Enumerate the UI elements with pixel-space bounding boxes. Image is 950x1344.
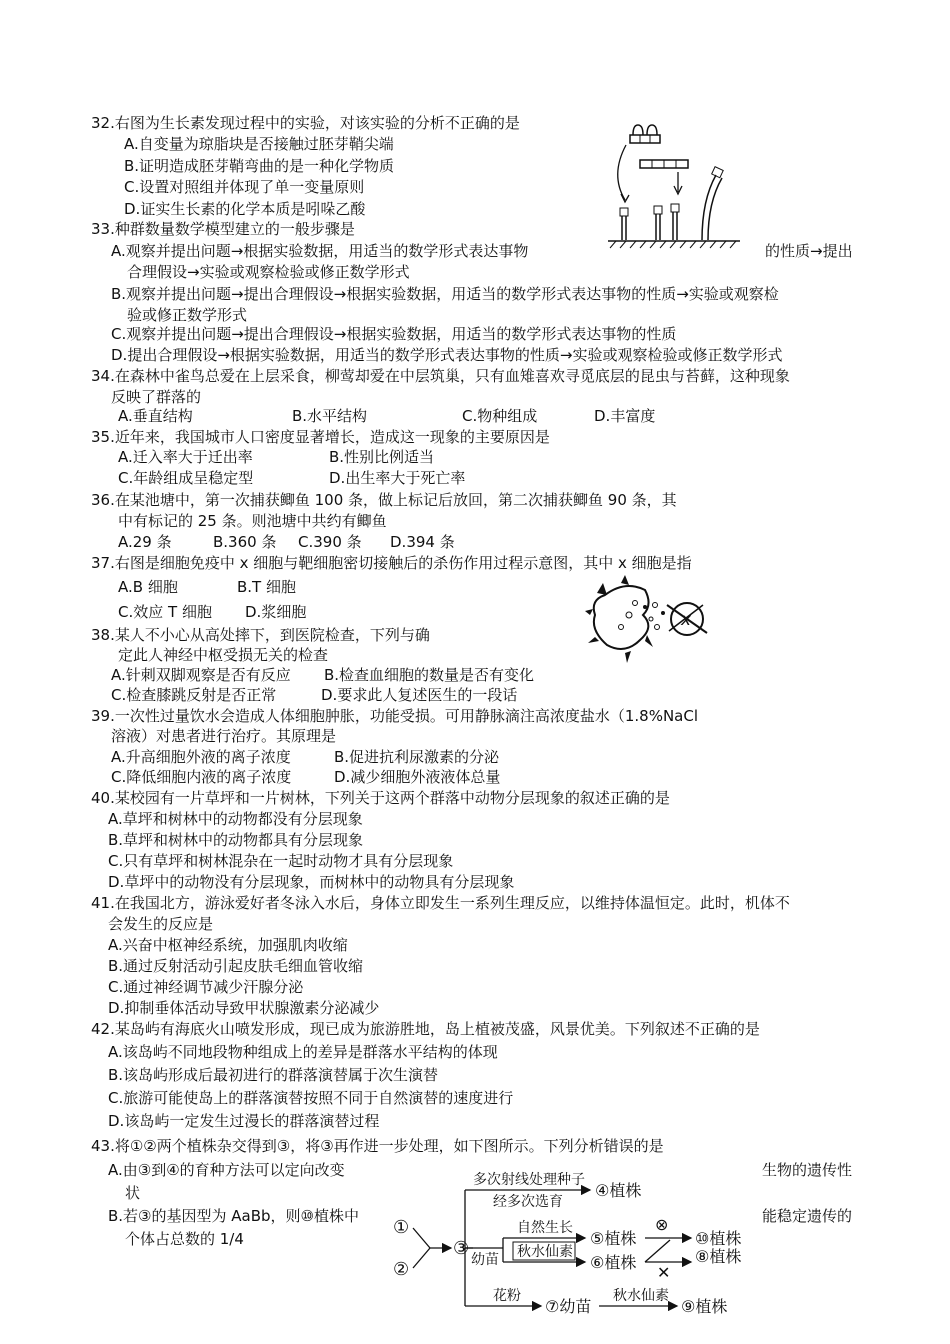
q40-option-c: C.只有草坪和树林混杂在一起时动物才具有分层现象 — [108, 852, 454, 870]
q43-option-a: A.由③到④的育种方法可以定向改变 — [108, 1161, 345, 1179]
q37-option-c: C.效应 T 细胞 — [118, 603, 212, 621]
node-8: ⑧植株 — [695, 1247, 742, 1266]
q39-stem-wrap: 溶液）对患者进行治疗。其原理是 — [111, 727, 337, 745]
q35-stem: 35.近年来，我国城市人口密度显著增长，造成这一现象的主要原因是 — [91, 428, 550, 446]
node-6: ⑥植株 — [590, 1253, 637, 1272]
q32-option-d: D.证实生长素的化学本质是吲哚乙酸 — [124, 200, 366, 218]
q33-option-d: D.提出合理假设→根据实验数据，用适当的数学形式表达事物的性质→实验或观察检验或修正数学形式 — [111, 346, 783, 364]
self-cross-symbol: ⊗ — [655, 1215, 669, 1234]
q35-option-a: A.迁入率大于迁出率 — [118, 448, 253, 466]
q40-option-b: B.草坪和树林中的动物都具有分层现象 — [108, 831, 364, 849]
q32-option-c: C.设置对照组并体现了单一变量原则 — [124, 178, 365, 196]
q33-stem: 33.种群数量数学模型建立的一般步骤是 — [91, 220, 355, 238]
q40-option-a: A.草坪和树林中的动物都没有分层现象 — [108, 810, 363, 828]
q37-stem: 37.右图是细胞免疫中 x 细胞与靶细胞密切接触后的杀伤作用过程示意图，其中 x 细胞是指 — [91, 554, 692, 572]
node-9: ⑨植株 — [681, 1297, 728, 1316]
q32-stem: 32.右图为生长素发现过程中的实验，对该实验的分析不正确的是 — [91, 114, 520, 132]
q36-stem: 36.在某池塘中，第一次捕获鲫鱼 100 条，做上标记后放回，第二次捕获鲫鱼 90 条，其 — [91, 491, 677, 509]
q43-option-b-cont: 能稳定遗传的 — [762, 1207, 853, 1225]
q35-option-d: D.出生率大于死亡率 — [329, 469, 466, 487]
q39-option-b: B.促进抗利尿激素的分泌 — [334, 748, 500, 766]
q38-option-c: C.检查膝跳反射是否正常 — [111, 686, 277, 704]
q34-option-d: D.丰富度 — [594, 407, 656, 425]
node-2: ② — [393, 1259, 410, 1280]
q34-option-c: C.物种组成 — [462, 407, 538, 425]
label-radiation: 多次射线处理种子 — [473, 1172, 585, 1188]
q36-option-d: D.394 条 — [390, 533, 455, 551]
q38-option-d: D.要求此人复述医生的一段话 — [321, 686, 518, 704]
q40-stem: 40.某校园有一片草坪和一片树林，下列关于这两个群落中动物分层现象的叙述正确的是 — [91, 789, 670, 807]
q43-option-b: B.若③的基因型为 AaBb，则⑩植株中 — [108, 1207, 359, 1225]
q33-option-a-wrap: 合理假设→实验或观察检验或修正数学形式 — [127, 263, 410, 281]
label-colchicine-1: 秋水仙素 — [517, 1244, 573, 1260]
breeding-flowchart — [385, 1150, 755, 1322]
q43-option-b-wrap: 个体占总数的 1/4 — [125, 1230, 244, 1248]
node-3: ③ — [453, 1238, 470, 1259]
coleoptile-figure — [600, 120, 750, 260]
q35-option-b: B.性别比例适当 — [329, 448, 435, 466]
q34-option-b: B.水平结构 — [292, 407, 368, 425]
node-5: ⑤植株 — [590, 1229, 637, 1248]
q38-stem-wrap: 定此人神经中枢受损无关的检查 — [118, 646, 329, 664]
q33-option-c: C.观察并提出问题→提出合理假设→根据实验数据，用适当的数学形式表达事物的性质 — [111, 325, 677, 343]
q36-stem-wrap: 中有标记的 25 条。则池塘中共约有鲫鱼 — [118, 512, 387, 530]
q38-stem: 38.某人不小心从高处摔下，到医院检查，下列与确 — [91, 626, 430, 644]
label-selection: 经多次选育 — [493, 1194, 563, 1210]
q39-option-d: D.减少细胞外液液体总量 — [334, 768, 501, 786]
q38-option-a: A.针刺双脚观察是否有反应 — [111, 666, 291, 684]
q34-stem-wrap: 反映了群落的 — [111, 388, 202, 406]
svg-text:x: x — [681, 610, 692, 630]
q41-stem: 41.在我国北方，游泳爱好者冬泳入水后，身体立即发生一系列生理反应，以维持体温恒定。此时，机体不 — [91, 894, 790, 912]
label-colchicine-2: 秋水仙素 — [613, 1288, 669, 1304]
node-4: ④植株 — [595, 1181, 642, 1200]
q34-option-a: A.垂直结构 — [118, 407, 193, 425]
q34-stem: 34.在森林中雀鸟总爱在上层采食，柳莺却爱在中层筑巢，只有血雉喜欢寻觅底层的昆虫与苔藓，这种现象 — [91, 367, 790, 385]
cell-lysis-figure — [585, 575, 735, 665]
node-7: ⑦幼苗 — [545, 1297, 592, 1316]
q33-option-a: A.观察并提出问题→根据实验数据，用适当的数学形式表达事物 — [111, 242, 529, 260]
q37-option-d: D.浆细胞 — [245, 603, 307, 621]
q39-option-c: C.降低细胞内液的离子浓度 — [111, 768, 292, 786]
q42-option-a: A.该岛屿不同地段物种组成上的差异是群落水平结构的体现 — [108, 1043, 498, 1061]
q35-option-c: C.年龄组成呈稳定型 — [118, 469, 254, 487]
q41-option-c: C.通过神经调节减少汗腺分泌 — [108, 978, 304, 996]
q32-option-a: A.自变量为琼脂块是否接触过胚芽鞘尖端 — [124, 135, 394, 153]
q36-option-b: B.360 条 — [213, 533, 277, 551]
q42-stem: 42.某岛屿有海底火山喷发形成，现已成为旅游胜地，岛上植被茂盛，风景优美。下列叙述不正确的是 — [91, 1020, 760, 1038]
q40-option-d: D.草坪中的动物没有分层现象，而树林中的动物具有分层现象 — [108, 873, 515, 891]
q43-option-a-cont: 生物的遗传性 — [762, 1161, 853, 1179]
label-seedling: 幼苗 — [471, 1252, 499, 1268]
q42-option-b: B.该岛屿形成后最初进行的群落演替属于次生演替 — [108, 1066, 439, 1084]
q33-option-b: B.观察并提出问题→提出合理假设→根据实验数据，用适当的数学形式表达事物的性质→实验或观察检 — [111, 285, 779, 303]
label-pollen: 花粉 — [493, 1288, 521, 1304]
q36-option-a: A.29 条 — [118, 533, 172, 551]
q36-option-c: C.390 条 — [298, 533, 362, 551]
q41-option-a: A.兴奋中枢神经系统，加强肌肉收缩 — [108, 936, 348, 954]
q43-stem: 43.将①②两个植株杂交得到③，将③再作进一步处理，如下图所示。下列分析错误的是 — [91, 1137, 664, 1155]
q37-option-b: B.T 细胞 — [237, 578, 296, 596]
q42-option-c: C.旅游可能使岛上的群落演替按照不同于自然演替的速度进行 — [108, 1089, 514, 1107]
q32-option-b: B.证明造成胚芽鞘弯曲的是一种化学物质 — [124, 157, 395, 175]
q37-option-a: A.B 细胞 — [118, 578, 178, 596]
label-natural-growth: 自然生长 — [517, 1220, 573, 1236]
q33-option-b-wrap: 验或修正数学形式 — [127, 306, 248, 324]
q38-option-b: B.检查血细胞的数量是否有变化 — [324, 666, 535, 684]
q41-option-d: D.抑制垂体活动导致甲状腺激素分泌减少 — [108, 999, 380, 1017]
cross-symbol: ✕ — [657, 1263, 671, 1282]
q33-option-a-cont: 的性质→提出 — [765, 242, 853, 260]
q41-option-b: B.通过反射活动引起皮肤毛细血管收缩 — [108, 957, 364, 975]
q43-option-a-wrap: 状 — [125, 1184, 141, 1202]
node-10: ⑩植株 — [695, 1229, 742, 1248]
q39-stem: 39.一次性过量饮水会造成人体细胞肿胀，功能受损。可用静脉滴注高浓度盐水（1.8%NaCl — [91, 707, 699, 725]
q41-stem-wrap: 会发生的反应是 — [108, 915, 214, 933]
q39-option-a: A.升高细胞外液的离子浓度 — [111, 748, 291, 766]
q42-option-d: D.该岛屿一定发生过漫长的群落演替过程 — [108, 1112, 380, 1130]
node-1: ① — [393, 1217, 410, 1238]
